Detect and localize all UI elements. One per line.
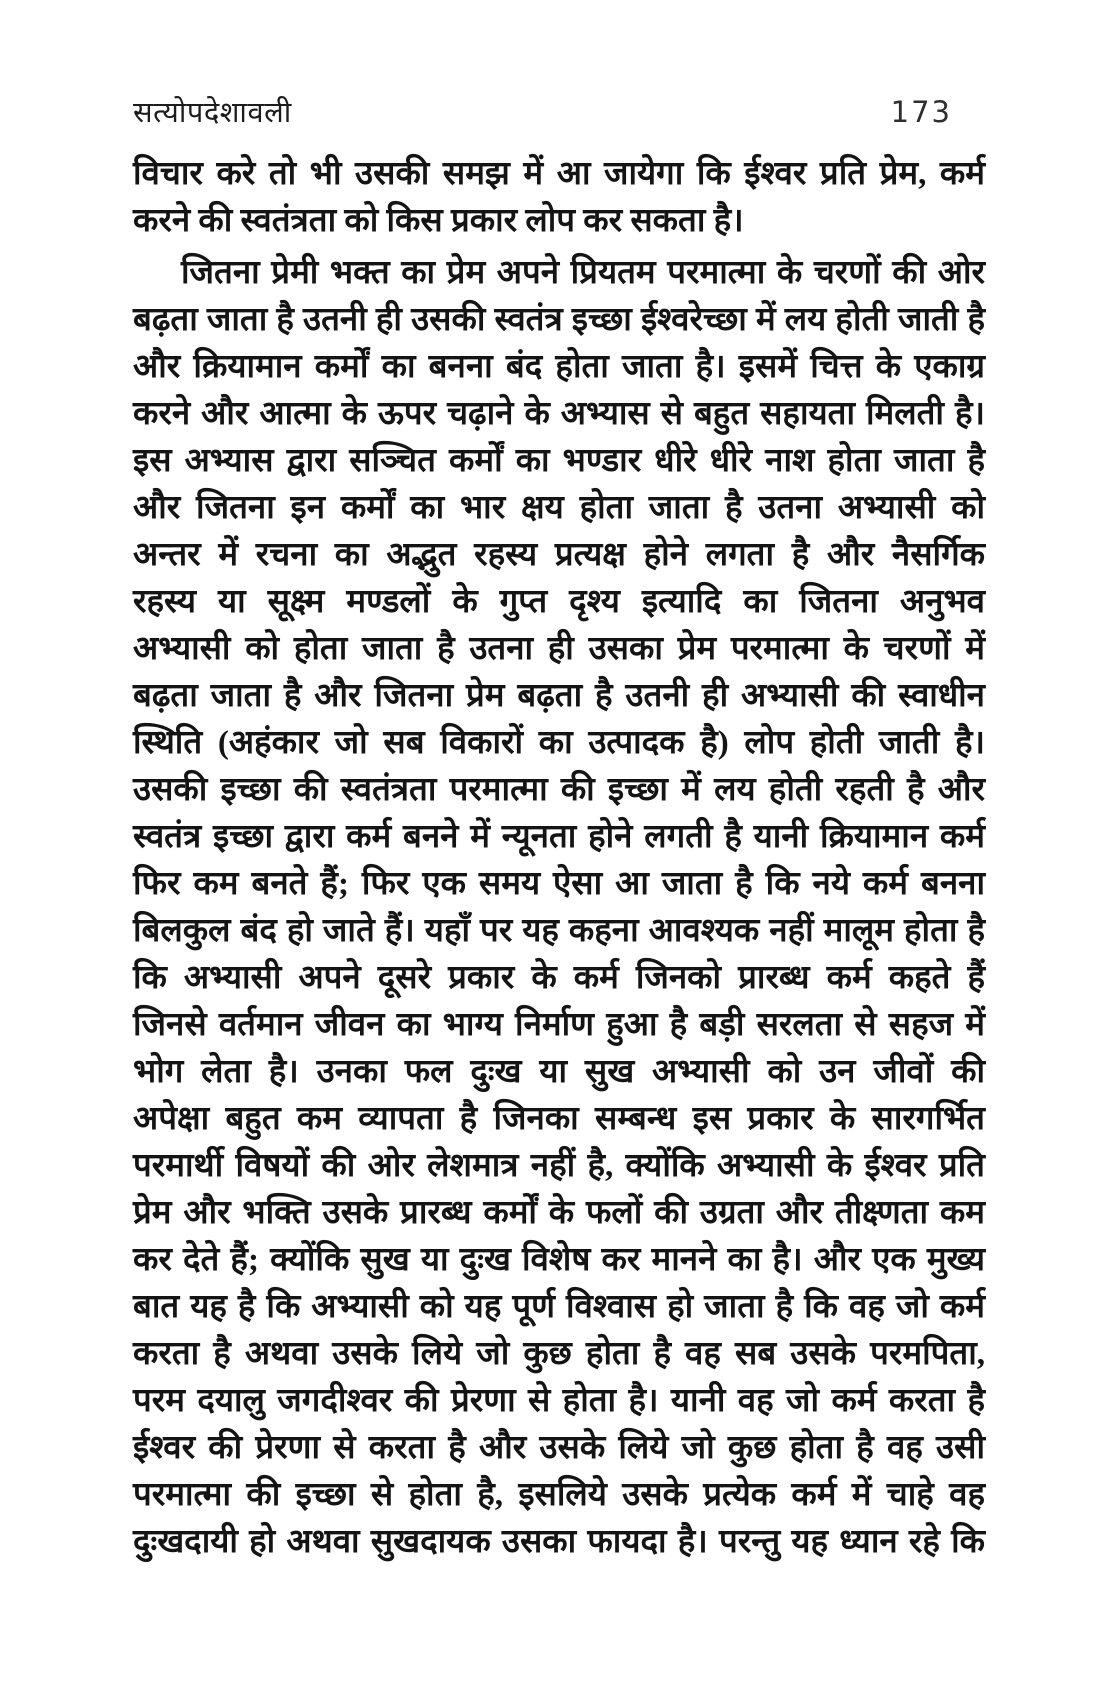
body-line: रहस्य या सूक्ष्म मण्डलों के गुप्त दृश्य इत्यादि का जितना अनुभव	[133, 584, 985, 620]
body-line: करने की स्वतंत्रता को किस प्रकार लोप कर सकता है।	[133, 203, 744, 239]
body-line: फिर कम बनते हैं; फिर एक समय ऐसा आ जाता है कि नये कर्म बनना	[133, 866, 985, 902]
body-line: परम दयालु जगदीश्वर की प्रेरणा से होता है। यानी वह जो कर्म करता है	[133, 1383, 985, 1419]
body-line: दुःखदायी हो अथवा सुखदायक उसका फायदा है। परन्तु यह ध्यान रहे कि	[133, 1524, 985, 1560]
body-line: अभ्यासी को होता जाता है उतना ही उसका प्रेम परमात्मा के चरणों में	[133, 631, 985, 667]
body-line: परमार्थी विषयों की ओर लेशमात्र नहीं है, क्योंकि अभ्यासी के ईश्वर प्रति	[133, 1148, 985, 1184]
body-line: ईश्वर की प्रेरणा से करता है और उसके लिये जो कुछ होता है वह उसी	[133, 1430, 985, 1466]
body-line: बिलकुल बंद हो जाते हैं। यहाँ पर यह कहना आवश्यक नहीं मालूम होता है	[133, 913, 985, 949]
body-line: बात यह है कि अभ्यासी को यह पूर्ण विश्वास हो जाता है कि वह जो कर्म	[133, 1289, 985, 1325]
body-line: करता है अथवा उसके लिये जो कुछ होता है वह सब उसके परमपिता,	[133, 1336, 985, 1372]
body-line: विचार करे तो भी उसकी समझ में आ जायेगा कि ईश्वर प्रति प्रेम, कर्म	[133, 156, 985, 192]
body-line: बढ़ता जाता है और जितना प्रेम बढ़ता है उतनी ही अभ्यासी की स्वाधीन	[133, 678, 985, 714]
body-line: अपेक्षा बहुत कम व्यापता है जिनका सम्बन्ध इस प्रकार के सारगर्भित	[133, 1101, 985, 1137]
body-line: परमात्मा की इच्छा से होता है, इसलिये उसके प्रत्येक कर्म में चाहे वह	[133, 1477, 985, 1513]
body-line: कर देते हैं; क्योंकि सुख या दुःख विशेष कर मानने का है। और एक मुख्य	[133, 1242, 985, 1278]
page-header	[133, 92, 985, 131]
body-line: कि अभ्यासी अपने दूसरे प्रकार के कर्म जिनको प्रारब्ध कर्म कहते हैं	[133, 960, 985, 996]
page-number: 173	[890, 95, 952, 129]
paragraph-2	[133, 250, 985, 1566]
body-line: जिनसे वर्तमान जीवन का भाग्य निर्माण हुआ है बड़ी सरलता से सहज में	[133, 1007, 985, 1043]
body-line: उसकी इच्छा की स्वतंत्रता परमात्मा की इच्छा में लय होती रहती है और	[133, 772, 985, 808]
body-text	[133, 151, 985, 1566]
body-line: प्रेम और भक्ति उसके प्रारब्ध कर्मों के फलों की उग्रता और तीक्ष्णता कम	[133, 1195, 985, 1231]
body-line: करने और आत्मा के ऊपर चढ़ाने के अभ्यास से बहुत सहायता मिलती है।	[133, 396, 985, 432]
body-line: अन्तर में रचना का अद्भुत रहस्य प्रत्यक्ष होने लगता है और नैसर्गिक	[133, 537, 985, 573]
body-line: इस अभ्यास द्वारा सञ्चित कर्मों का भण्डार धीरे धीरे नाश होता जाता है	[133, 443, 985, 479]
body-line: बढ़ता जाता है उतनी ही उसकी स्वतंत्र इच्छा ईश्वरेच्छा में लय होती जाती है	[133, 302, 985, 338]
paragraph-1	[133, 151, 985, 245]
body-line: स्वतंत्र इच्छा द्वारा कर्म बनने में न्यूनता होने लगती है यानी क्रियामान कर्म	[133, 819, 985, 855]
body-line: जितना प्रेमी भक्त का प्रेम अपने प्रियतम परमात्मा के चरणों की ओर	[181, 255, 985, 291]
body-line: स्थिति (अहंकार जो सब विकारों का उत्पादक है) लोप होती जाती है।	[133, 725, 985, 761]
body-line: और जितना इन कर्मों का भार क्षय होता जाता है उतना अभ्यासी को	[133, 490, 985, 526]
body-line: और क्रियामान कर्मों का बनना बंद होता जाता है। इसमें चित्त के एकाग्र	[133, 349, 985, 385]
running-title: सत्योपदेशावली	[133, 97, 292, 129]
body-line: भोग लेता है। उनका फल दुःख या सुख अभ्यासी को उन जीवों की	[133, 1054, 985, 1090]
